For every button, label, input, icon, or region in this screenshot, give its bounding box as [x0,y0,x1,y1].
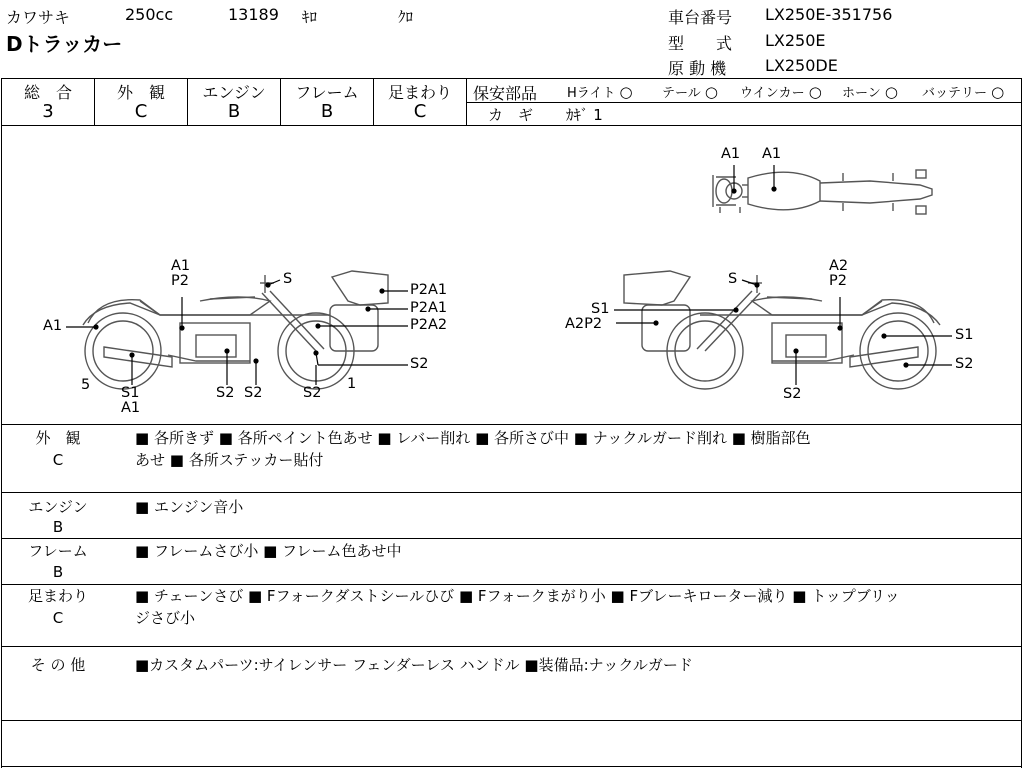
left-label-p2: P2 [171,273,189,289]
exterior-grade: C [134,101,148,122]
comment-label-other: そ の 他 [30,656,86,674]
right-side-bike [624,271,940,389]
overall-label: 総 合 [23,83,72,102]
type-value: LX250E [765,31,826,50]
right-label-p2: P2 [829,273,847,289]
left-label-1: 1 [347,376,357,392]
maker: カワサキ [6,8,71,27]
safety-item-winker: ウインカー ○ [740,83,822,101]
comment-text-suspension: ■ チェーンさび ■ Fフォークダストシールひび ■ Fフォークまがり小 ■ Fブレーキローター減り ■ トップブリッ [135,587,900,605]
left-side-bike [83,271,388,389]
left-label-s2-b: S2 [244,385,263,401]
frame-no-label: 車台番号 [668,8,733,27]
suspension-grade: C [413,101,427,122]
right-label-s: S [728,271,738,287]
engine-label: 原 動 機 [668,59,727,78]
left-label-a1: A1 [43,318,63,334]
left-label-s1: S1 [121,385,140,401]
damage-diagram [0,125,1024,425]
color: ｸﾛ [398,8,414,26]
left-label-s: S [283,271,293,287]
displacement: 250cc [125,5,174,24]
left-label-p2a1-b: P2A1 [410,300,448,316]
overall-grade: 3 [42,101,54,122]
right-label-s1-right: S1 [955,327,974,343]
left-label-s2-right: S2 [410,356,429,372]
comment-text-frame: ■ フレームさび小 ■ フレーム色あせ中 [135,542,402,560]
model-name: Dトラッカー [6,32,123,56]
safety-label: 保安部品 [473,84,538,103]
comment-label-suspension: 足まわり [27,587,88,605]
comment-text-suspension-2: ジさび小 [135,609,196,627]
suspension-grade-label: 足まわり [387,83,452,102]
engine-value: LX250DE [765,56,838,75]
right-label-s2-right: S2 [955,356,974,372]
left-label-a1-bottom: A1 [121,400,141,416]
left-label-5: 5 [81,377,91,393]
frame-grade: B [320,101,334,122]
mileage: 13189 [228,5,279,24]
key-label: カ ギ [488,106,534,124]
right-label-a2p2: A2P2 [565,316,603,332]
comment-label-exterior: 外 観 [35,429,81,447]
frame-grade-label: フレーム [295,83,359,102]
safety-item-tail: テール ○ [662,83,718,101]
frame-no: LX250E-351756 [765,5,893,24]
right-label-a2: A2 [829,258,849,274]
comment-text-exterior-2: あせ ■ 各所ステッカー貼付 [135,451,324,469]
engine-grade: B [227,101,241,122]
safety-item-horn: ホーン ○ [842,83,898,101]
right-label-s2-bottom: S2 [783,386,802,402]
safety-item-battery: バッテリー ○ [922,83,1005,101]
right-label-s1-left: S1 [591,301,610,317]
left-label-p2a2: P2A2 [410,317,448,333]
comment-label-engine: エンジン [28,498,88,516]
engine-grade-label: エンジン [202,83,266,102]
comment-text-other: ■カスタムパーツ:サイレンサー フェンダーレス ハンドル ■装備品:ナックルガード [135,656,693,674]
key-value: ｶｷﾞ 1 [566,106,603,124]
left-label-a1-top: A1 [171,258,191,274]
top-label-a1-a: A1 [721,146,741,162]
top-view-bike [713,170,932,214]
exterior-label: 外 観 [116,83,165,102]
comment-text-engine: ■ エンジン音小 [135,498,244,516]
left-label-s2-c: S2 [303,385,322,401]
top-label-a1-b: A1 [762,146,782,162]
comment-grade-exterior: C [52,451,64,469]
comment-label-frame: フレーム [28,542,88,560]
comment-grade-frame: B [52,563,64,581]
mileage-unit: ｷﾛ [302,8,318,26]
comment-text-exterior: ■ 各所きず ■ 各所ペイント色あせ ■ レバー削れ ■ 各所さび中 ■ ナックルガード削れ ■ 樹脂部色 [135,429,811,447]
type-label: 型 式 [668,34,733,53]
left-label-s2-a: S2 [216,385,235,401]
comment-grade-suspension: C [52,609,64,627]
left-label-p2a1-a: P2A1 [410,282,448,298]
comment-grade-engine: B [52,518,64,536]
safety-item-headlight: Hライト ○ [567,83,633,101]
